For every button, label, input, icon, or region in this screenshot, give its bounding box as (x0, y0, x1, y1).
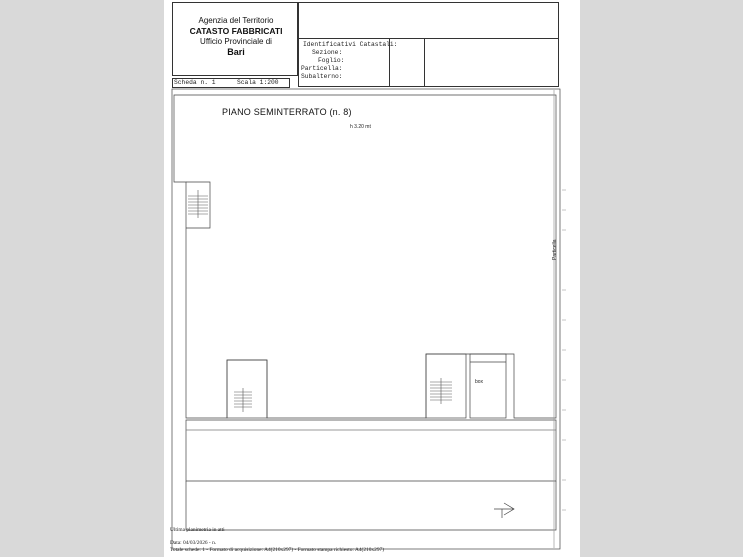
identifier-subalterno: Subalterno: (301, 73, 343, 80)
lower-band (186, 481, 556, 530)
identifier-sezione: Sezione: (312, 49, 343, 56)
stair-block-3 (426, 354, 466, 418)
footer-format: Totale schede: 1 - Formato di acquisizione: A4(210x297) - Formato stampa richiesto: A4(210x297) (170, 547, 385, 553)
agency-city: Bari (227, 47, 245, 57)
agency-catasto: CATASTO FABBRICATI (189, 26, 283, 36)
agency-name: Agenzia del Territorio (198, 16, 274, 25)
scheda-number: Scheda n. 1 (174, 79, 216, 86)
particella-side-label: Particella (552, 239, 558, 260)
cadastral-sheet (164, 0, 580, 557)
box-room-label: box (475, 379, 484, 385)
floor-plan-drawing (164, 0, 580, 557)
north-arrow (494, 503, 514, 518)
agency-office: Ufficio Provinciale di (200, 37, 272, 46)
stair-block-2 (227, 360, 267, 418)
box-room (470, 354, 506, 418)
identifier-particella: Particella: (301, 65, 343, 72)
plan-title: PIANO SEMINTERRATO (n. 8) (222, 107, 352, 117)
lower-corridor (186, 420, 556, 481)
plan-frame (172, 89, 560, 549)
building-outline (174, 95, 556, 418)
ceiling-height: h 3.20 mt (350, 124, 371, 130)
footer-date: Data: 04/03/2026 - n. (170, 540, 217, 546)
identifiers-title: Identificativi Catastali: (303, 41, 398, 48)
scale: Scala 1:200 (237, 79, 279, 86)
identifier-foglio: Foglio: (318, 57, 345, 64)
footer-last-plan: Ultima planimetria in atti (170, 527, 225, 533)
